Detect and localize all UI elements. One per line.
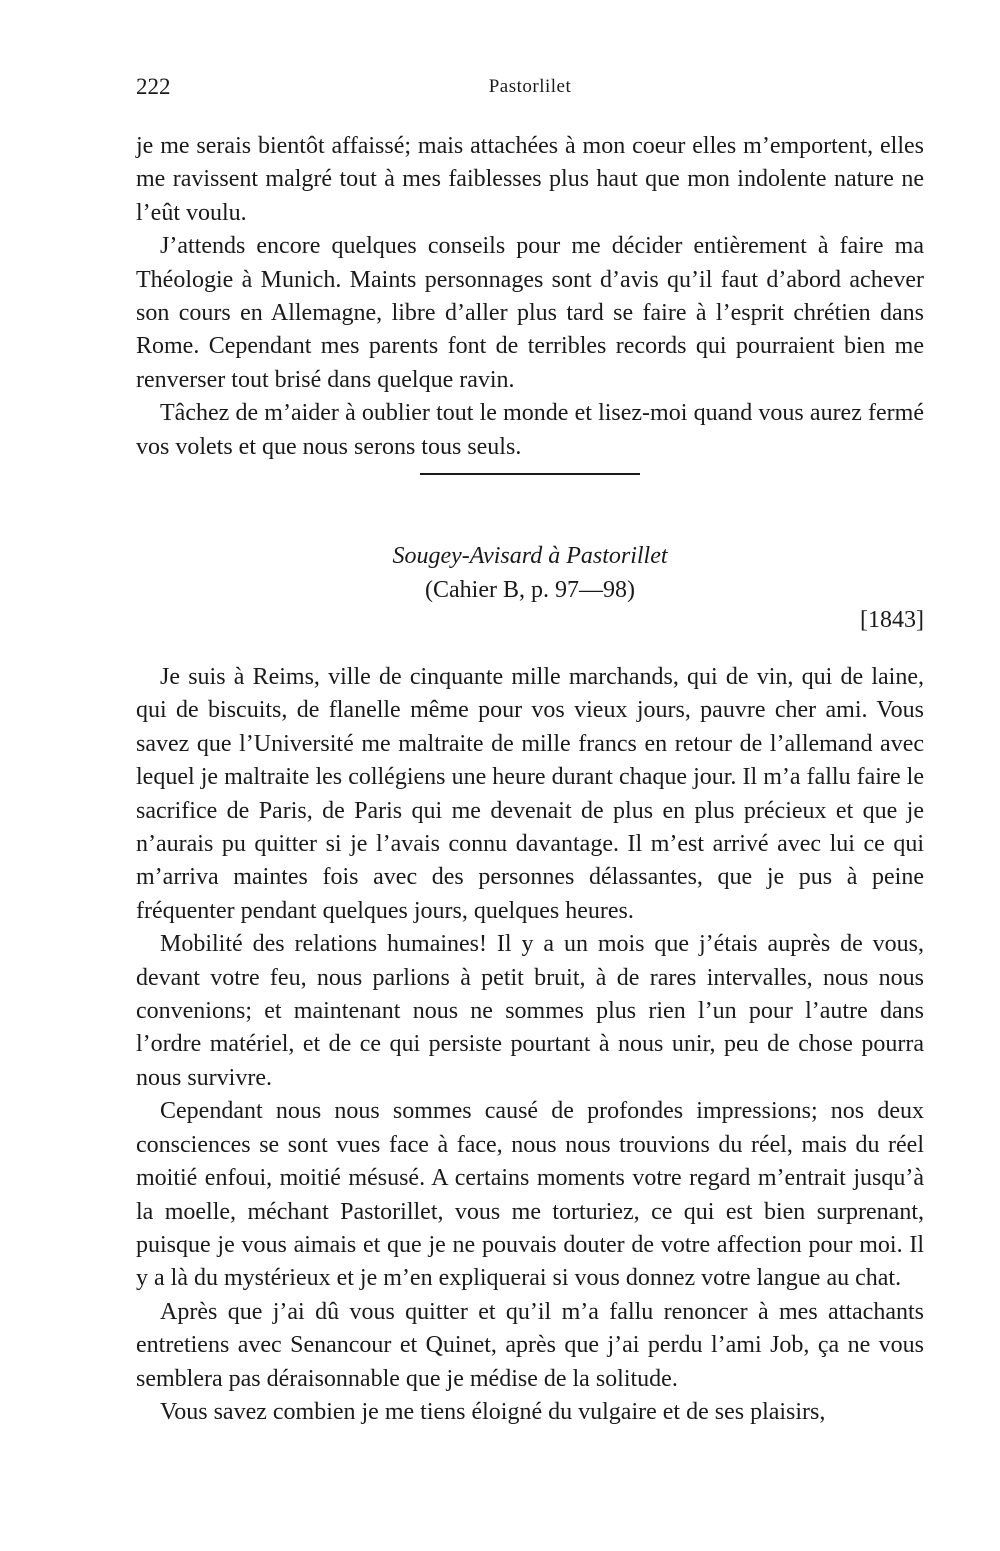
running-head xyxy=(136,72,924,106)
paragraph: Je suis à Reims, ville de cinquante mille marchands, qui de vin, qui de laine, qui de biscuits, de flanelle même pour vos vieux jours, pauvre cher ami. Vous savez que l’Université me maltraite de mille francs en retour de l’allemand avec lequel je maltraite les collégiens une heure durant chaque jour. Il m’a fallu faire le sacrifice de Paris, de Paris qui me devenait de plus en plus précieux et que je n’aurais pu quitter si je l’avais connu davantage. Il m’est arrivé avec lui ce qui m’arriva maintes fois avec des personnes délassantes, que je pus à peine fréquenter pendant quelques jours, quelques heures. xyxy=(136,664,924,924)
letter-title: Sougey-Avisard à Pastorillet xyxy=(392,543,668,569)
letter-date: [1843] xyxy=(860,607,924,633)
paragraph: Après que j’ai dû vous quitter et qu’il m’a fallu renoncer à mes attachants entretiens avec Senancour et Quinet, après que j’ai perdu l’ami Job, ça ne vous semblera pas déraisonnable que je médise de la solitude. xyxy=(136,1298,924,1392)
text-section-1 xyxy=(136,130,924,464)
paragraph: Vous savez combien je me tiens éloigné du vulgaire et de ses plaisirs, xyxy=(160,1398,826,1425)
text-section-2 xyxy=(136,661,924,1429)
paragraph: Tâchez de m’aider à oublier tout le monde et lisez-moi quand vous aurez fermé vos volets et que nous serons tous seuls. xyxy=(136,400,924,460)
paragraph: je me serais bientôt affaissé; mais attachées à mon coeur elles m’emportent, elles me ravissent malgré tout à mes faiblesses plus haut que mon indolente nature ne l’eût voulu. xyxy=(136,133,924,226)
paragraph: Mobilité des relations humaines! Il y a un mois que j’étais auprès de vous, devant votre feu, nous parlions à petit bruit, à de rares intervalles, nous nous convenions; et maintenant nous ne sommes plus rien l’un pour l’autre dans l’ordre matériel, et de ce qui persiste pourtant à nous unir, peu de chose pourra nous survivre. xyxy=(136,931,924,1091)
letter-source: (Cahier B, p. 97—98) xyxy=(425,577,635,603)
paragraph: J’attends encore quelques conseils pour me décider entièrement à faire ma Théologie à Munich. Maints personnages sont d’avis qu’il faut d’abord achever son cours en Allemagne, libre d’aller plus tard se faire à l’esprit chrétien dans Rome. Cependant mes parents font de terribles records qui pourraient bien me renverser tout brisé dans quelque ravin. xyxy=(136,233,924,393)
paragraph: Cependant nous nous sommes causé de profondes impressions; nos deux consciences se sont vues face à face, nous nous trouvions du réel, mais du réel moitié enfoui, moitié mésusé. A certains moments votre regard m’entrait jusqu’à la moelle, méchant Pastorillet, vous me torturiez, ce qui est bien surprenant, puisque je vous aimais et que je ne pouvais douter de votre affection pour moi. Il y a là du mystérieux et je m’en expliquerai si vous donnez votre langue au chat. xyxy=(136,1098,924,1292)
section-separator-rule xyxy=(420,473,640,475)
page-number: 222 xyxy=(136,74,171,99)
running-title: Pastorlilet xyxy=(488,76,572,97)
